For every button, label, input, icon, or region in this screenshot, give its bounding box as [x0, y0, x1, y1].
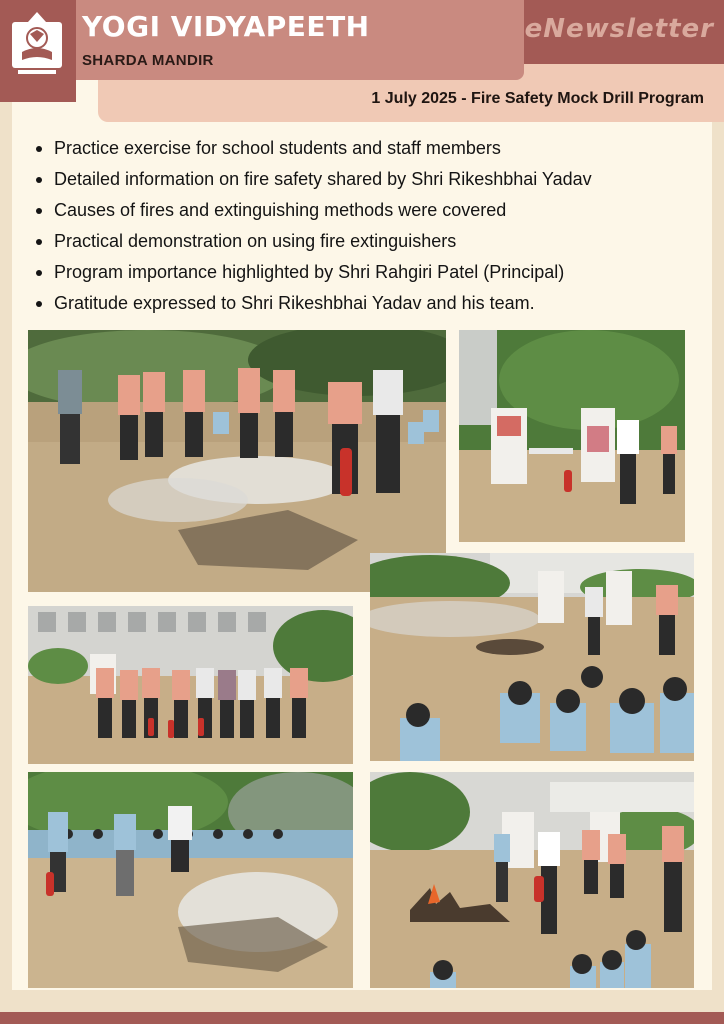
list-item: Detailed information on fire safety shared by Shri Rikeshbhai Yadav	[30, 164, 690, 195]
right-border	[712, 0, 724, 1024]
photo-extinguisher-spray	[28, 772, 353, 988]
school-subtitle: SHARDA MANDIR	[82, 52, 214, 69]
school-title-band	[76, 0, 524, 80]
newsletter-label-band	[524, 0, 724, 64]
list-item: Causes of fires and extinguishing methods were covered	[30, 195, 690, 226]
photo-fire-safety-banners	[459, 330, 685, 542]
newsletter-label: eNewsletter	[524, 14, 714, 44]
footer-bar	[0, 1012, 724, 1024]
list-item: Gratitude expressed to Shri Rikeshbhai Yadav and his team.	[30, 288, 690, 319]
photo-fire-demonstration	[370, 772, 694, 988]
school-crest-icon	[10, 8, 64, 78]
list-item: Program importance highlighted by Shri Rahgiri Patel (Principal)	[30, 257, 690, 288]
school-name: YOGI VIDYAPEETH	[82, 10, 370, 43]
highlights-list	[30, 133, 690, 319]
logo-panel	[0, 0, 76, 102]
left-border	[0, 0, 12, 1024]
list-item: Practice exercise for school students and staff members	[30, 133, 690, 164]
list-item: Practical demonstration on using fire extinguishers	[30, 226, 690, 257]
newsletter-date-title: 1 July 2025 - Fire Safety Mock Drill Program	[371, 90, 704, 107]
photo-staff-group-lineup	[28, 606, 353, 764]
photo-students-watching-fire	[370, 553, 694, 761]
